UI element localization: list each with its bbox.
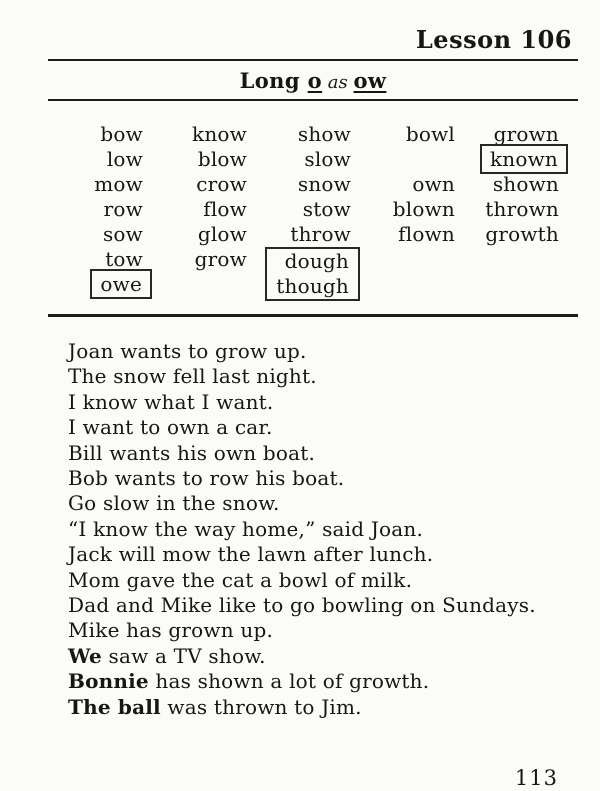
word-text: show	[297, 122, 351, 146]
word	[39, 122, 143, 147]
word-text: flown	[398, 222, 455, 246]
word-text: bowl	[405, 122, 455, 146]
sentence-segment: saw a TV show.	[101, 643, 266, 668]
sentence-segment: was thrown to Jim.	[160, 694, 362, 719]
word-text: grown	[493, 122, 559, 146]
sentence	[68, 441, 536, 466]
word	[455, 197, 559, 222]
divider-bottom	[48, 314, 578, 317]
sentence-segment: Jack will mow the lawn after lunch.	[68, 542, 434, 567]
word	[39, 172, 143, 197]
word	[455, 172, 559, 197]
divider-top	[48, 59, 578, 61]
sentence-segment: Bob wants to row his boat.	[68, 466, 345, 491]
word-text: bow	[100, 122, 143, 146]
word	[351, 222, 455, 247]
page-number: 113	[514, 766, 558, 790]
sentence-segment: I know what I want.	[68, 389, 274, 414]
sentence	[68, 618, 536, 643]
word	[143, 197, 247, 222]
word	[351, 172, 455, 197]
sentence	[68, 644, 536, 669]
sentence-segment: Go slow in the snow.	[68, 491, 280, 516]
sentence	[68, 542, 536, 567]
word	[39, 147, 143, 172]
word-column	[351, 122, 455, 301]
heading-prefix: Long	[239, 68, 308, 93]
word-grid	[39, 122, 559, 301]
word	[247, 222, 351, 247]
sentence	[68, 695, 536, 720]
word	[39, 222, 143, 247]
word-column	[455, 122, 559, 301]
sentence	[68, 669, 536, 694]
word	[351, 197, 455, 222]
sentence-segment: Dad and Mike like to go bowling on Sundays.	[68, 593, 536, 618]
boxed-word-pair	[265, 247, 360, 301]
word-text: thrown	[485, 197, 559, 221]
word-text: shown	[492, 172, 559, 196]
sentence	[68, 593, 536, 618]
word	[143, 247, 247, 272]
section-heading	[48, 68, 578, 93]
word	[39, 197, 143, 222]
word-text: know	[192, 122, 247, 146]
sentence-segment: Joan wants to grow up.	[68, 339, 307, 363]
word	[247, 197, 351, 222]
word-column	[143, 122, 247, 301]
sentence-segment: Bonnie	[68, 669, 149, 694]
word-text: crow	[196, 172, 247, 196]
word-text: snow	[297, 172, 351, 196]
sentence-segment: I want to own a car.	[68, 415, 273, 440]
word	[247, 172, 351, 197]
sentence	[68, 517, 536, 542]
word	[247, 122, 351, 147]
word-text: flow	[203, 197, 247, 221]
word	[455, 147, 559, 172]
sentence-segment: Bill wants his own boat.	[68, 440, 316, 465]
heading-connector: as	[322, 72, 354, 93]
sentence	[68, 491, 536, 516]
word	[143, 147, 247, 172]
word-text: tow	[105, 247, 143, 271]
word-text: throw	[290, 222, 351, 246]
word-text: own	[412, 172, 455, 196]
sentence-segment: “I know the way home,” said Joan.	[68, 516, 424, 541]
sentence	[68, 415, 536, 440]
sentence	[68, 466, 536, 491]
sentence	[68, 364, 536, 389]
word-column	[247, 122, 351, 301]
word-text: grow	[194, 247, 247, 271]
heading-sound-ow: ow	[353, 68, 387, 93]
sentence	[68, 568, 536, 593]
word	[143, 222, 247, 247]
word-text: glow	[197, 222, 247, 246]
sentence-segment: has shown a lot of growth.	[148, 669, 430, 694]
sentence-list	[68, 339, 536, 720]
word	[351, 122, 455, 147]
sentence	[68, 339, 536, 364]
boxed-word: owe	[90, 269, 152, 299]
word	[143, 122, 247, 147]
sentence-segment: The snow fell last night.	[68, 364, 317, 389]
divider-middle	[48, 99, 578, 101]
word: dough	[284, 249, 349, 273]
word-column	[39, 122, 143, 301]
sentence-segment: Mom gave the cat a bowl of milk.	[68, 567, 413, 592]
word-text: slow	[304, 147, 351, 171]
word-text: growth	[485, 222, 559, 246]
word	[247, 147, 351, 172]
word-text: stow	[302, 197, 351, 221]
word	[143, 172, 247, 197]
sentence-segment: We	[68, 643, 102, 668]
word-text: row	[103, 197, 143, 221]
boxed-word: known	[480, 144, 568, 174]
word-text: mow	[94, 172, 143, 196]
word: though	[276, 274, 349, 298]
sentence	[68, 390, 536, 415]
word-text: low	[106, 147, 143, 171]
word	[455, 222, 559, 247]
heading-sound-o: o	[307, 68, 323, 93]
word-text: sow	[102, 222, 143, 246]
lesson-title: Lesson 106	[415, 25, 572, 54]
sentence-segment: Mike has grown up.	[68, 618, 274, 643]
empty-cell	[351, 147, 455, 172]
sentence-segment: The ball	[68, 694, 161, 719]
word-text: blown	[392, 197, 455, 221]
word	[39, 272, 143, 297]
word-text: blow	[197, 147, 247, 171]
